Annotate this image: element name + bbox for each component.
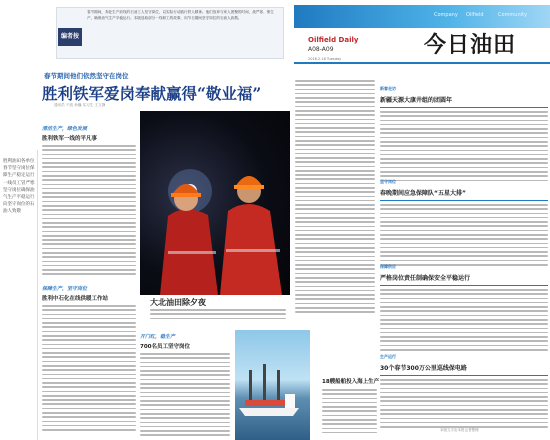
right-article-2 bbox=[380, 175, 548, 266]
section-label: 开门红，稳生产 bbox=[140, 334, 176, 340]
ships-photo bbox=[235, 330, 310, 440]
article-body-text bbox=[380, 111, 548, 183]
right-article-title: 新疆天源大康井组的团圆年 bbox=[380, 97, 453, 104]
article-body-text bbox=[322, 389, 377, 437]
right-article-label: 坚守岗位 bbox=[380, 178, 396, 184]
ship-illustration bbox=[235, 330, 310, 440]
section-subtitle: 700名员工坚守岗位 bbox=[140, 344, 190, 350]
right-article-4 bbox=[380, 350, 548, 431]
section-label: 清洁生产，绿色发展 bbox=[42, 126, 88, 132]
right-article-header bbox=[380, 82, 548, 95]
divider bbox=[380, 200, 548, 201]
article-byline: 通讯员 于凯 孙巍 实习生 王文静 bbox=[54, 103, 106, 107]
page-title: 今日油田 bbox=[424, 32, 517, 58]
right-article-1 bbox=[380, 82, 548, 183]
editor-note-badge: 编者按 bbox=[58, 28, 82, 46]
page-range: A08-A09 bbox=[308, 46, 334, 53]
right-article-label: 生产运行 bbox=[380, 353, 396, 359]
right-article-header bbox=[380, 175, 548, 188]
divider bbox=[380, 107, 548, 108]
article-headline: 胜利铁军爱岗奉献赢得“敬业福” bbox=[42, 84, 262, 103]
masthead-rule bbox=[294, 62, 550, 64]
photo-caption-title: 大北油田除夕夜 bbox=[150, 298, 206, 307]
article-body-text bbox=[380, 204, 548, 266]
right-article-header bbox=[380, 260, 548, 273]
right-article-title: 30个春节300万公里巡线保电路 bbox=[380, 365, 467, 372]
masthead-tag: Community bbox=[498, 12, 527, 18]
issue-date: 2016.2.16 Tuesday bbox=[308, 57, 342, 61]
right-article-3 bbox=[380, 260, 548, 353]
masthead-banner bbox=[294, 5, 550, 28]
section-subtitle: 胜利中石化在线供暖工作站 bbox=[42, 296, 109, 302]
article-body-text bbox=[42, 145, 136, 280]
photo-caption-text bbox=[150, 309, 286, 323]
masthead-tag: Company bbox=[434, 12, 458, 18]
workers-illustration bbox=[140, 111, 290, 295]
section-label: 保障生产，坚守岗位 bbox=[42, 286, 88, 292]
right-article-title: 严格岗位责任制确保安全平稳运行 bbox=[380, 275, 471, 282]
article-kicker: 春节期间他们依然坚守在岗位 bbox=[44, 72, 129, 80]
right-article-label: 新春走访 bbox=[380, 85, 396, 91]
article-body-text bbox=[380, 289, 548, 353]
article-body-text bbox=[140, 353, 230, 437]
main-photo bbox=[140, 111, 290, 295]
article-body-text bbox=[42, 305, 136, 437]
right-article-title: 春晚期间应急保障队“五星大排” bbox=[380, 190, 466, 197]
column-divider bbox=[37, 150, 38, 440]
right-article-label: 保障供应 bbox=[380, 263, 396, 269]
footer-note: 本版文字由本报记者整理 bbox=[440, 428, 479, 432]
right-article-header bbox=[380, 350, 548, 363]
editor-note-text: 春节期间，奔赴生产前线的石油工人坚守岗位，以实际行动践行铁人精神。他们放弃与家人团聚的时间，战严寒、保生产，确保油气生产平稳运行。本版选取部分一线职工的故事，向节日期间坚守岗位的石油人致敬。 bbox=[87, 10, 274, 21]
photo-caption-title: 18艘船舶投入海上生产 bbox=[322, 379, 380, 385]
sidebar-text: 胜利油田各单位春节坚守岗位保障生产稳定运行一线员工冒严寒坚守岗位确保油气生产平稳运行向坚守岗位的石油人致敬 bbox=[3, 159, 35, 215]
section-subtitle: 胜利铁军一线的平凡事 bbox=[42, 136, 98, 142]
divider bbox=[380, 285, 548, 286]
masthead-tag: Oilfield bbox=[466, 12, 484, 18]
article-body-text bbox=[380, 379, 548, 431]
newspaper-logo: Oilfield Daily bbox=[308, 36, 359, 44]
divider bbox=[380, 375, 548, 376]
article-body-text bbox=[295, 80, 375, 320]
